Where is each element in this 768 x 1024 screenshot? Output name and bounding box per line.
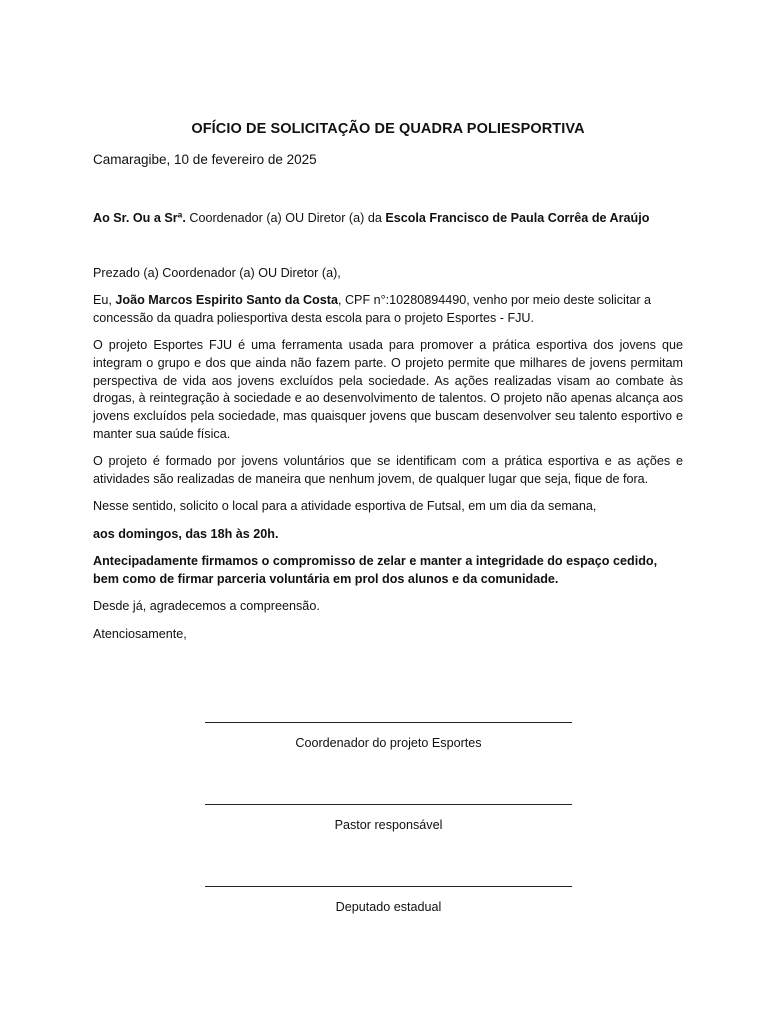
signature-line [205, 886, 572, 887]
recipient-line [93, 211, 649, 225]
document-title: OFÍCIO DE SOLICITAÇÃO DE QUADRA POLIESPORTIVA [191, 121, 585, 137]
signature-line [205, 804, 572, 805]
recipient-middle: Coordenador (a) OU Diretor (a) da [185, 211, 386, 225]
thanks-line: Desde já, agradecemos a compreensão. [93, 599, 320, 613]
signature-line [205, 722, 572, 723]
formed-paragraph: O projeto é formado por jovens voluntários que se identificam com a prática esportiva e as ações e atividades são realizadas de maneira que nenhum jovem, de qualquer lugar que seja, fique de fora. [93, 454, 683, 486]
intro-prefix: Eu, [93, 293, 116, 307]
signature-label-pastor: Pastor responsável [334, 818, 443, 832]
closing-line: Atenciosamente, [93, 627, 187, 641]
recipient-lead: Ao Sr. Ou a Srª. [93, 211, 186, 225]
intro-suffix: , CPF n°:10280894490, venho por meio deste solicitar a concessão da quadra poliesportiva desta escola para o projeto Esportes - FJU. [93, 293, 652, 325]
signature-label-deputy: Deputado estadual [335, 900, 442, 914]
schedule-line: aos domingos, das 18h às 20h. [93, 527, 279, 541]
date-line: Camaragibe, 10 de fevereiro de 2025 [93, 152, 317, 167]
greeting: Prezado (a) Coordenador (a) OU Diretor (a), [93, 266, 341, 280]
intro-paragraph [93, 292, 683, 328]
signature-label-coordinator: Coordenador do projeto Esportes [295, 736, 482, 750]
recipient-school: Escola Francisco de Paula Corrêa de Araújo [385, 211, 650, 225]
request-paragraph: Nesse sentido, solicito o local para a atividade esportiva de Futsal, em um dia da semana, [93, 499, 597, 513]
requester-name: João Marcos Espirito Santo da Costa [115, 293, 338, 307]
commitment-paragraph: Antecipadamente firmamos o compromisso de zelar e manter a integridade do espaço cedido, bem como de firmar parceria voluntária em prol dos alunos e da comunidade. [93, 554, 658, 586]
project-paragraph: O projeto Esportes FJU é uma ferramenta usada para promover a prática esportiva dos jovens que integram o grupo e dos que ainda não fazem parte. O projeto permite que milhares de jovens permitam perspectiva de vida aos jovens excluídos pela sociedade. As ações realizadas visam ao combate às drogas, à reintegração à sociedade e ao desenvolvimento de talentos. O projeto não apenas alcança aos jovens excluídos pela sociedade, mas quaisquer jovens que buscam desenvolver seu talento esportivo e manter sua saúde física. [93, 338, 683, 441]
